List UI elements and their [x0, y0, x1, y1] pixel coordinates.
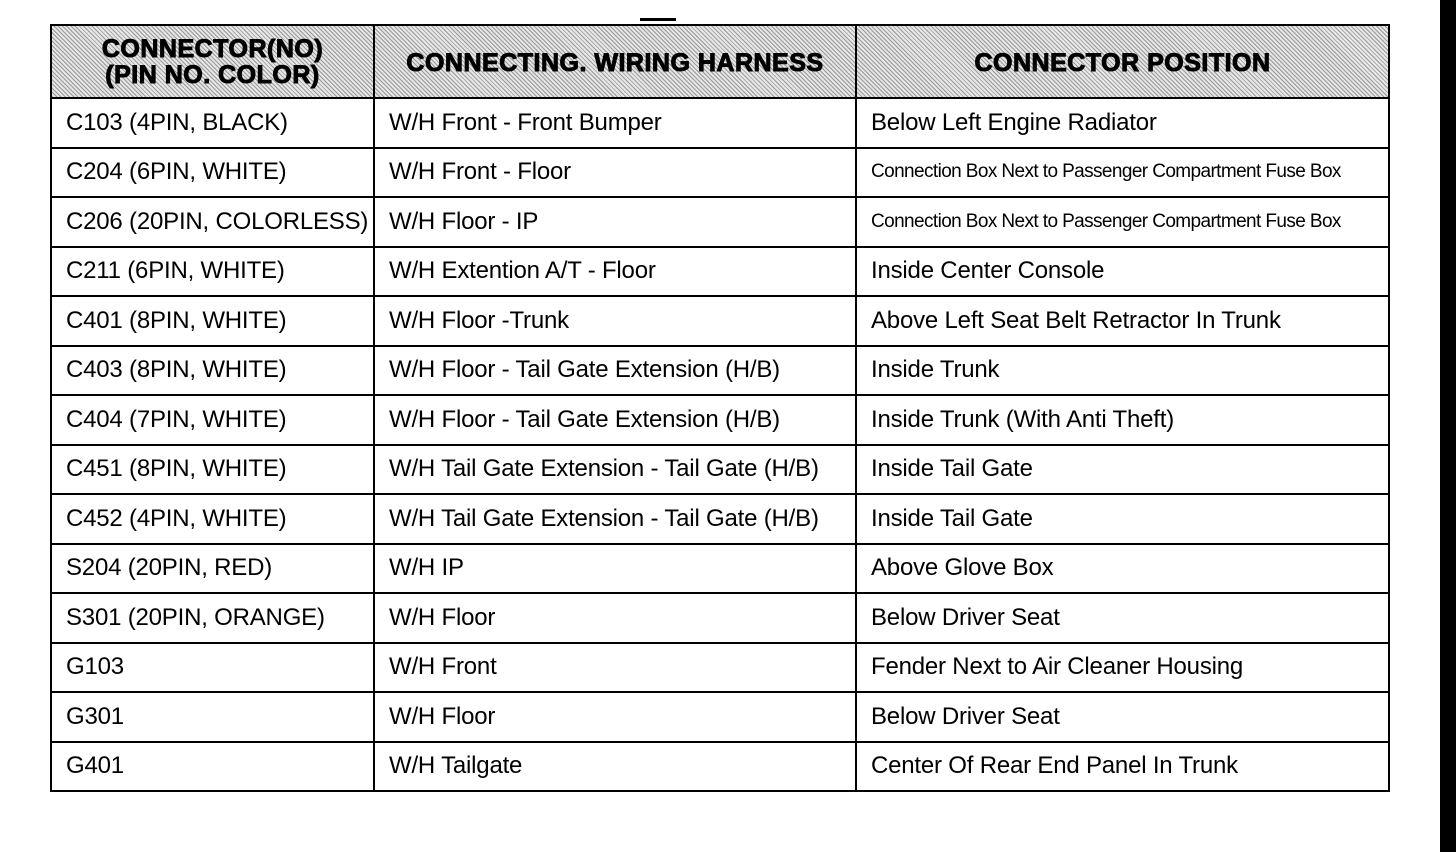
table-row	[51, 346, 1389, 396]
table-row	[51, 742, 1389, 792]
cell-position: Inside Trunk	[856, 346, 1389, 396]
cell-position: Inside Tail Gate	[856, 494, 1389, 544]
table-row	[51, 98, 1389, 148]
cell-connector: C204 (6PIN, WHITE)	[51, 148, 374, 198]
header-row	[51, 25, 1389, 98]
header-connector	[51, 25, 374, 98]
cell-harness: W/H IP	[374, 544, 856, 594]
cell-position: Below Driver Seat	[856, 593, 1389, 643]
cell-connector: C103 (4PIN, BLACK)	[51, 98, 374, 148]
cell-position: Center Of Rear End Panel In Trunk	[856, 742, 1389, 792]
cell-position: Fender Next to Air Cleaner Housing	[856, 643, 1389, 693]
cell-connector: S204 (20PIN, RED)	[51, 544, 374, 594]
cell-harness: W/H Front - Front Bumper	[374, 98, 856, 148]
table-row	[51, 247, 1389, 297]
cell-connector: C206 (20PIN, COLORLESS)	[51, 197, 374, 247]
cell-connector: S301 (20PIN, ORANGE)	[51, 593, 374, 643]
scan-mark	[640, 18, 676, 21]
cell-connector: C403 (8PIN, WHITE)	[51, 346, 374, 396]
cell-connector: C404 (7PIN, WHITE)	[51, 395, 374, 445]
cell-position: Connection Box Next to Passenger Compartment Fuse Box	[856, 197, 1389, 247]
table-row	[51, 692, 1389, 742]
cell-harness: W/H Front	[374, 643, 856, 693]
cell-connector: G301	[51, 692, 374, 742]
table-row	[51, 197, 1389, 247]
cell-harness: W/H Tail Gate Extension - Tail Gate (H/B)	[374, 445, 856, 495]
cell-position: Inside Center Console	[856, 247, 1389, 297]
cell-harness: W/H Front - Floor	[374, 148, 856, 198]
header-harness: CONNECTING. WIRING HARNESS	[374, 25, 856, 98]
table-row	[51, 395, 1389, 445]
header-connector-line2: (PIN NO. COLOR)	[105, 60, 320, 89]
cell-harness: W/H Floor -Trunk	[374, 296, 856, 346]
table-row	[51, 296, 1389, 346]
connector-table	[50, 24, 1390, 792]
table-row	[51, 494, 1389, 544]
table-row	[51, 643, 1389, 693]
cell-harness: W/H Tail Gate Extension - Tail Gate (H/B)	[374, 494, 856, 544]
cell-harness: W/H Extention A/T - Floor	[374, 247, 856, 297]
cell-position: Above Left Seat Belt Retractor In Trunk	[856, 296, 1389, 346]
table-header	[51, 25, 1389, 98]
cell-position: Inside Trunk (With Anti Theft)	[856, 395, 1389, 445]
table-body	[51, 98, 1389, 791]
cell-harness: W/H Floor - Tail Gate Extension (H/B)	[374, 346, 856, 396]
table-row	[51, 148, 1389, 198]
cell-harness: W/H Floor	[374, 593, 856, 643]
cell-harness: W/H Floor - Tail Gate Extension (H/B)	[374, 395, 856, 445]
cell-connector: C401 (8PIN, WHITE)	[51, 296, 374, 346]
cell-harness: W/H Floor - IP	[374, 197, 856, 247]
cell-connector: G103	[51, 643, 374, 693]
cell-position: Inside Tail Gate	[856, 445, 1389, 495]
cell-position: Above Glove Box	[856, 544, 1389, 594]
table-row	[51, 544, 1389, 594]
cell-position: Below Driver Seat	[856, 692, 1389, 742]
cell-position: Connection Box Next to Passenger Compartment Fuse Box	[856, 148, 1389, 198]
cell-connector: C451 (8PIN, WHITE)	[51, 445, 374, 495]
header-connector-line1: CONNECTOR(NO)	[101, 34, 324, 63]
cell-connector: G401	[51, 742, 374, 792]
cell-harness: W/H Floor	[374, 692, 856, 742]
table-row	[51, 445, 1389, 495]
cell-connector: C452 (4PIN, WHITE)	[51, 494, 374, 544]
cell-harness: W/H Tailgate	[374, 742, 856, 792]
table-row	[51, 593, 1389, 643]
cell-position: Below Left Engine Radiator	[856, 98, 1389, 148]
header-position: CONNECTOR POSITION	[856, 25, 1389, 98]
cell-connector: C211 (6PIN, WHITE)	[51, 247, 374, 297]
scan-edge-bar	[1440, 0, 1456, 852]
